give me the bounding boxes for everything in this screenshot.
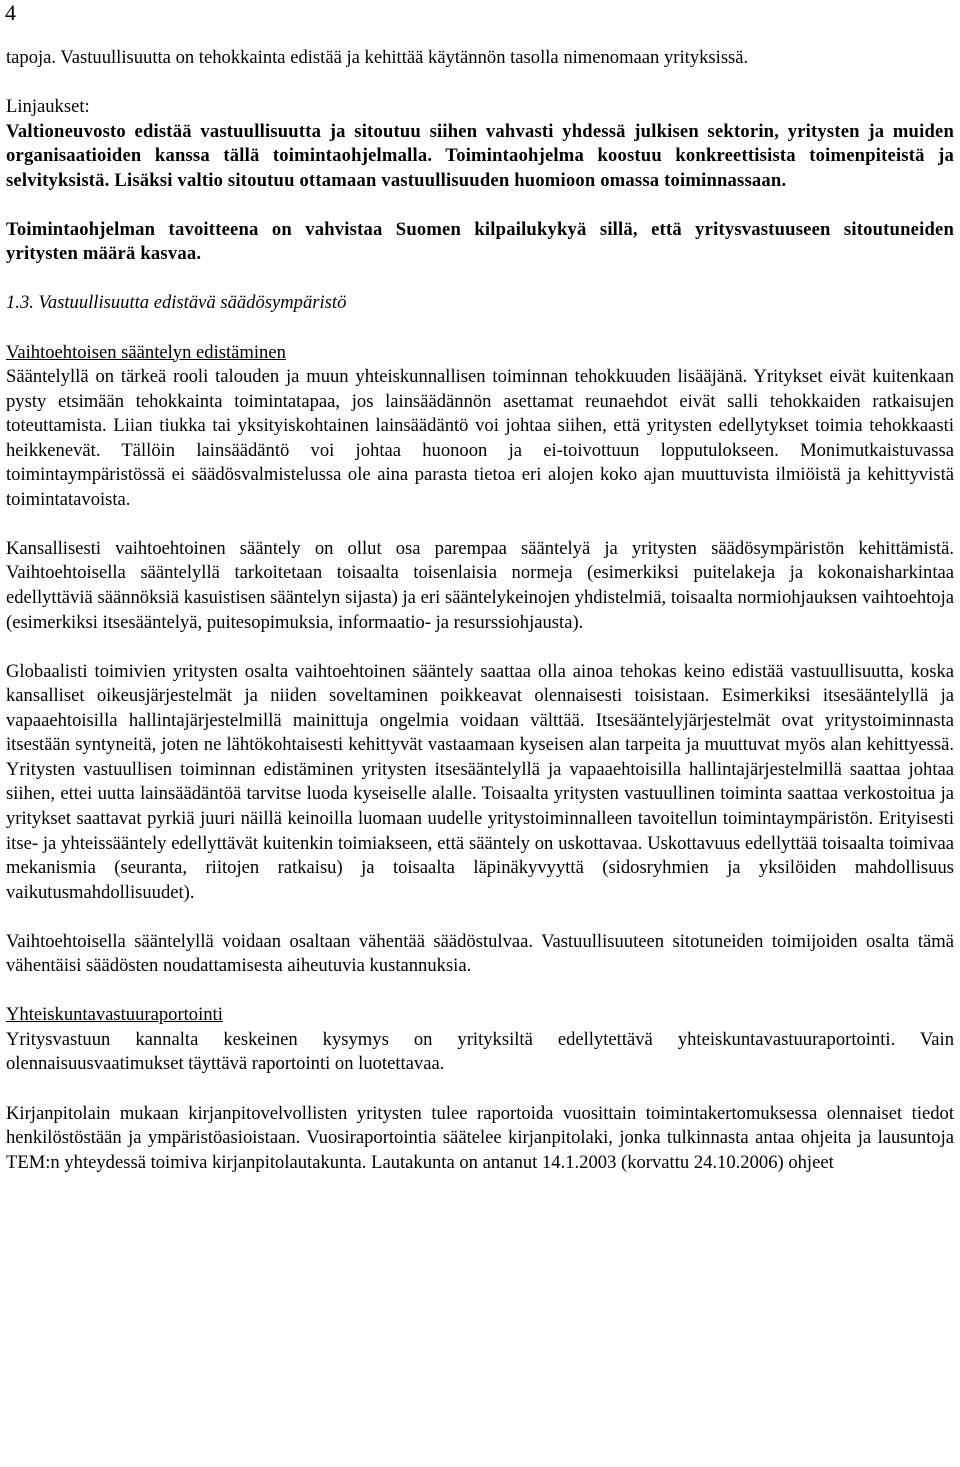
paragraph: tapoja. Vastuullisuutta on tehokkainta edistää ja kehittää käytännön tasolla nimenomaan yrityksissä.	[6, 47, 749, 68]
paragraph-spacer	[6, 316, 954, 341]
paragraph: Linjaukset:	[6, 96, 90, 118]
paragraph: Yritysvastuun kannalta keskeinen kysymys on yrityksiltä edellytettävä yhteiskuntavastuuraportointi. Vain olennaisuusvaatimukset täyttävä raportointi on luotettavaa.	[6, 1028, 954, 1075]
paragraph: Kirjanpitolain mukaan kirjanpitovelvollisten yritysten tulee raportoida vuosittain toimintakertomuksessa olennaiset tiedot henkilöstöstään ja ympäristöasioistaan. Vuosiraportointia säätelee kirjanpitolaki, jonka tulkinnasta antaa ohjeita ja lausuntoja TEM:n yhteydessä toimiva kirjanpitolautakunta. Lautakunta on antanut 14.1.2003 (korvattu 24.10.2006) ohjeet	[6, 1102, 954, 1173]
policy-statement: Toimintaohjelman tavoitteena on vahvistaa Suomen kilpailukykyä sillä, että yritysvastuuseen sitoutuneiden yritysten määrä kasvaa.	[6, 218, 954, 265]
paragraph-spacer	[6, 267, 954, 292]
document-body	[6, 46, 954, 1175]
paragraph-spacer	[6, 1077, 954, 1102]
paragraph-spacer	[6, 512, 954, 537]
paragraph-spacer	[6, 193, 954, 218]
subsection-heading: Yhteiskuntavastuuraportointi	[6, 1004, 223, 1026]
paragraph-spacer	[6, 71, 954, 96]
paragraph: Vaihtoehtoisella sääntelyllä voidaan osaltaan vähentää säädöstulvaa. Vastuullisuuteen sitotuneiden toimijoiden osalta tämä vähentäisi säädösten noudattamisesta aiheutuvia kustannuksia.	[6, 930, 954, 977]
subsection-heading: Vaihtoehtoisen sääntelyn edistäminen	[6, 341, 286, 363]
paragraph-spacer	[6, 979, 954, 1004]
page-number: 4	[5, 0, 16, 25]
paragraph: Globaalisti toimivien yritysten osalta vaihtoehtoinen sääntely saattaa olla ainoa tehokas keino edistää vastuullisuutta, koska kansalliset oikeusjärjestelmät ja niiden soveltaminen poikkeavat olennaisesti toisistaan. Esimerkiksi itsesääntelyllä ja vapaaehtoisilla hallintajärjestelmillä mainittuja ongelmia voidaan välttää. Itsesääntelyjärjestelmät ovat yritystoiminnasta itsestään syntyneitä, joten ne lähtökohtaisesti kehittyvät vastaamaan kyseisen alan tarpeita ja muuttuvat myös alan kehittyessä. Yritysten vastuullisen toiminnan edistäminen yritysten itsesääntelyllä ja vapaaehtoisilla hallintajärjestelmillä saattaa johtaa siihen, ettei uutta lainsäädäntöä tarvitse luoda kyseiselle alalle. Toisaalta yritysten vastuullinen toiminta saattaa verkostoitua ja yritykset saattavat pyrkiä juuri näillä keinoilla luomaan uudelle yritystoiminnalleen tavoitellun toimintaympäristön. Erityisesti itse- ja yhteissääntely edellyttävät kuitenkin toimiakseen, että sääntely on uskottavaa. Uskottavuus edellyttää toisaalta toimivaa mekanismia (seuranta, riitojen ratkaisu) ja toisaalta läpinäkyvyyttä (sidosryhmien ja yksilöiden mahdollisuus vaikutusmahdollisuudet).	[6, 660, 954, 903]
paragraph: Kansallisesti vaihtoehtoinen sääntely on ollut osa parempaa sääntelyä ja yritysten säädösympäristön kehittämistä. Vaihtoehtoisella sääntelyllä tarkoitetaan toisaalta toisenlaisia normeja (esimerkiksi puitelakeja ja kokonaisharkintaa edellyttäviä säännöksiä kasuistisen sääntelyn sijasta) ja eri sääntelykeinojen yhdistelmiä, toisaalta normiohjauksen vaihtoehtoja (esimerkiksi itsesääntelyä, puitesopimuksia, informaatio- ja resurssiohjausta).	[6, 537, 954, 633]
paragraph-spacer	[6, 905, 954, 930]
paragraph-spacer	[6, 635, 954, 660]
policy-statement: Valtioneuvosto edistää vastuullisuutta ja sitoutuu siihen vahvasti yhdessä julkisen sektorin, yritysten ja muiden organisaatioiden kanssa tällä toimintaohjelmalla. Toimintaohjelma koostuu konkreettisista toimenpiteistä ja selvityksistä. Lisäksi valtio sitoutuu ottamaan vastuullisuuden huomioon omassa toiminnassaan.	[6, 120, 954, 191]
paragraph: Sääntelyllä on tärkeä rooli talouden ja muun yhteiskunnallisen toiminnan tehokkuuden lisääjänä. Yritykset eivät kuitenkaan pysty etsimään tehokkainta toimintatapaa, jos lainsäädännön asettamat reunaehdot eivät salli tehokkaiden ratkaisujen toteuttamista. Liian tiukka tai yksityiskohtainen lainsäädäntö voi johtaa siihen, että yritysten edellytykset toimia tehokkaasti heikkenevät. Tällöin lainsäädäntö voi johtaa huonoon ja ei-toivottuun lopputulokseen. Monimutkaistuvassa toimintaympäristössä ei säädösvalmistelussa ole aina parasta tietoa eri alojen koko ajan muuttuvista ilmiöistä ja kehittyvistä toimintatavoista.	[6, 366, 954, 510]
section-heading: 1.3. Vastuullisuutta edistävä säädösympäristö	[6, 292, 347, 314]
